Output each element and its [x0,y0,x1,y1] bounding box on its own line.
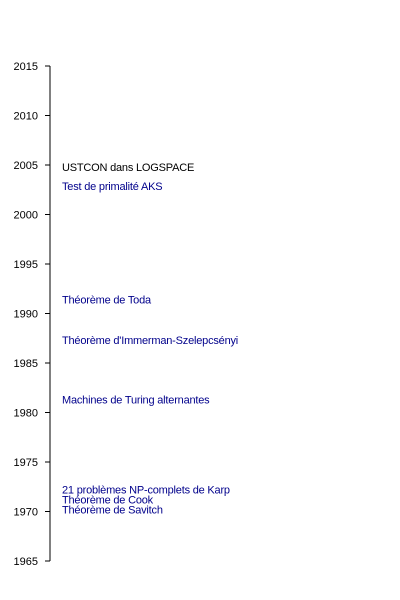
event-label: Test de primalité AKS [62,180,163,193]
event-label: USTCON dans LOGSPACE [62,161,195,174]
event-label: Machines de Turing alternantes [62,394,210,407]
event-label: 21 problèmes NP-complets de Karp [62,484,230,497]
tick-label-2005: 2005 [13,160,38,172]
axis-ticks [14,61,50,568]
tick-label-2000: 2000 [13,209,38,222]
tick-label-1965: 1965 [13,556,38,568]
tick-label-1990: 1990 [13,308,38,321]
tick-label-2010: 2010 [13,110,38,123]
tick-label-2015: 2015 [13,61,38,73]
event-label: Théorème de Cook [62,494,153,507]
event-label: Théorème d'Immerman-Szelepcsényi [62,335,239,348]
tick-label-1985: 1985 [13,358,38,370]
tick-label-1970: 1970 [13,506,38,519]
event-labels [62,162,238,517]
tick-label-1980: 1980 [13,407,38,420]
event-label: Théorème de Savitch [62,504,163,517]
tick-label-1995: 1995 [13,259,38,271]
tick-label-1975: 1975 [13,457,38,469]
event-label: Théorème de Toda [62,294,151,307]
